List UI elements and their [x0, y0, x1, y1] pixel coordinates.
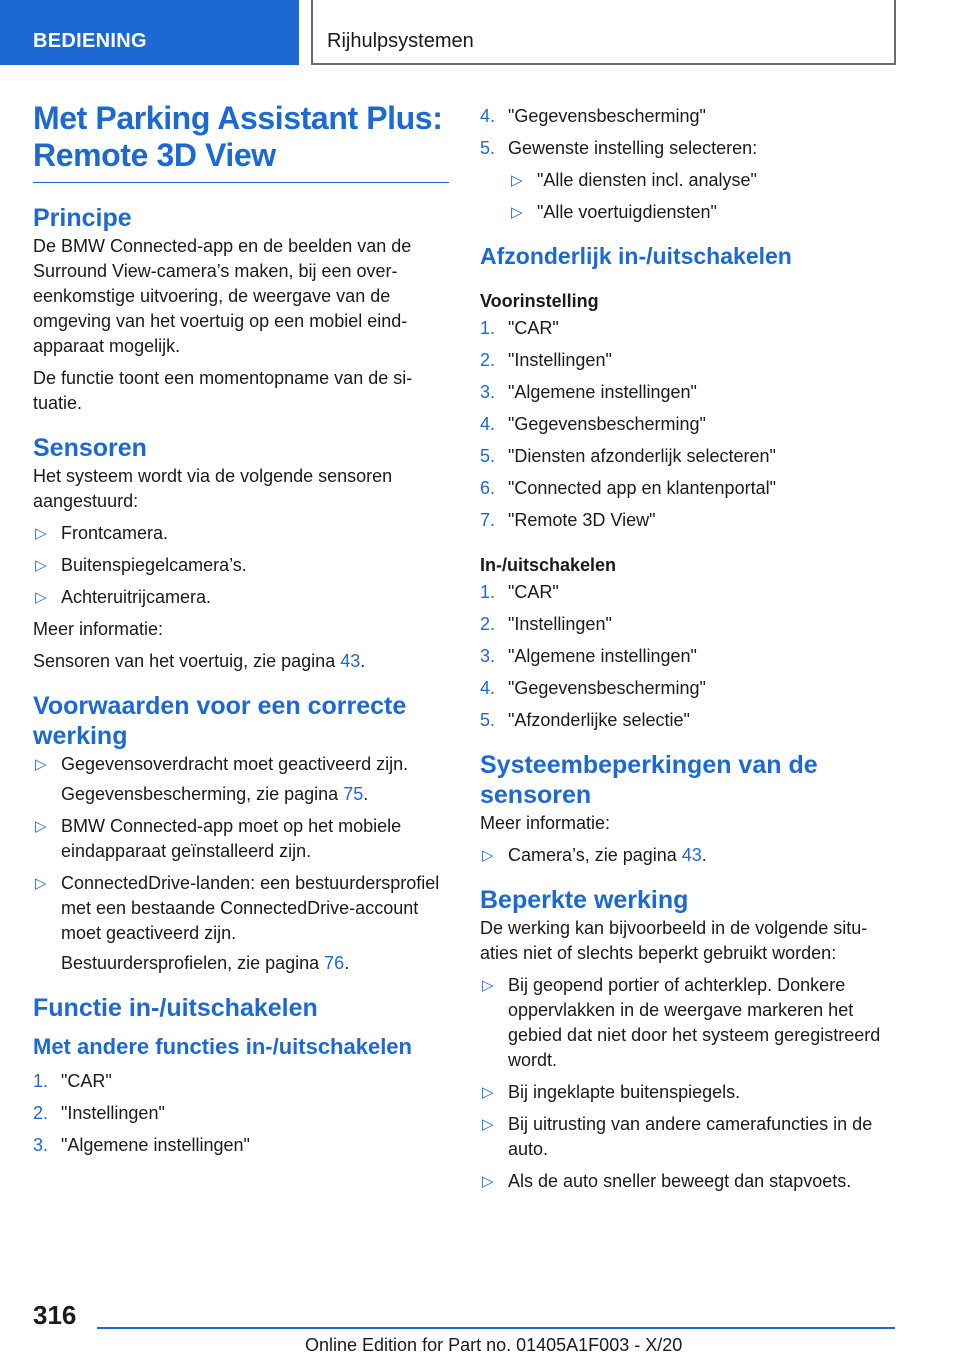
left-column: [33, 100, 449, 1165]
subheading-voorinstelling: Voorinstelling: [480, 291, 599, 311]
requirements-list: [33, 814, 449, 946]
limitation-list: [480, 973, 896, 1194]
steps-list: [33, 1069, 449, 1158]
list-item: ▷ ConnectedDrive-landen: een bestuurdersprofiel met een bestaande ConnectedDrive-account moet geactiveerd zijn.: [35, 873, 440, 943]
list-item: ▷ "Alle voertuigdiensten": [480, 200, 896, 225]
heading-beperkte-werking: Beperkte werking: [480, 886, 689, 914]
page-link[interactable]: 43: [340, 651, 361, 671]
list-item: 3. "Algemene instellingen": [480, 382, 697, 402]
heading-sensoren: Sensoren: [33, 434, 147, 462]
steps-list: [480, 580, 896, 733]
list-item: 1. "CAR": [33, 1071, 112, 1091]
triangle-bullet-icon: ▷: [482, 1116, 494, 1133]
paragraph: Het systeem wordt via de volgende sensoren aangestuurd:: [33, 466, 393, 511]
triangle-bullet-icon: ▷: [35, 756, 47, 773]
requirements-list: [33, 752, 449, 777]
list-item: ▷ Gegevensoverdracht moet geactiveerd zijn.: [33, 752, 449, 777]
cross-reference: Sensoren van het voertuig, zie pagina 43.: [33, 651, 366, 671]
list-item: ▷ Achteruitrijcamera.: [33, 585, 449, 610]
cross-reference: Bestuurdersprofielen, zie pagina 76.: [61, 953, 350, 973]
list-item: ▷ Bij uitrusting van andere camerafuncties in de auto.: [482, 1114, 873, 1159]
footer-divider: [97, 1327, 895, 1329]
triangle-bullet-icon: ▷: [482, 1173, 494, 1190]
triangle-bullet-icon: ▷: [35, 557, 47, 574]
list-item: 6. "Connected app en klantenportal": [480, 478, 776, 498]
paragraph: De BMW Connected-app en de beelden van de Surround View-camera’s maken, bij een overeenkomstige uitvoering, de weergave van de omgeving van het voertuig op een mobiel eindapparaat mogelijk.: [33, 236, 412, 356]
list-item: 4. "Gegevensbescherming": [480, 414, 706, 434]
sensor-list: [33, 521, 449, 610]
footer-edition: Online Edition for Part no. 01405A1F003 - X/20: [305, 1335, 683, 1355]
triangle-bullet-icon: ▷: [35, 589, 47, 606]
reference-list: [480, 843, 896, 868]
list-item: 5. Gewenste instelling selecteren:: [480, 138, 758, 158]
list-item: 2. "Instellingen": [480, 614, 612, 634]
list-item: 1. "CAR": [480, 582, 559, 602]
heading-afzonderlijk: Afzonderlijk in-/uitschakelen: [480, 243, 792, 269]
paragraph: Meer informatie:: [33, 619, 164, 639]
list-item: ▷ Als de auto sneller beweegt dan stapvoets.: [480, 1169, 896, 1194]
heading-principe: Principe: [33, 204, 132, 232]
steps-list: [480, 104, 896, 225]
list-item: 2. "Instellingen": [33, 1103, 165, 1123]
triangle-bullet-icon: ▷: [35, 818, 47, 835]
list-item: 5. "Diensten afzonderlijk selecteren": [480, 446, 776, 466]
list-item: 5. "Afzonderlijke selectie": [480, 710, 690, 730]
heading-functie: Functie in-/uitschakelen: [33, 994, 318, 1022]
list-item: ▷ Bij ingeklapte buitenspiegels.: [480, 1080, 896, 1105]
triangle-bullet-icon: ▷: [35, 875, 47, 892]
header-chapter-label: Rijhulpsystemen: [327, 30, 474, 52]
list-item: 4. "Gegevensbescherming": [480, 106, 706, 126]
page-title: Met Parking Assistant Plus: Remote 3D View: [33, 100, 449, 183]
list-item: ▷ BMW Connected-app moet op het mobiele eindapparaat geïnstalleerd zijn.: [35, 816, 402, 861]
triangle-bullet-icon: ▷: [482, 1084, 494, 1101]
list-item: 3. "Algemene instellingen": [480, 646, 697, 666]
triangle-bullet-icon: ▷: [35, 525, 47, 542]
heading-systeembeperkingen: Systeembeperkingen van de sensoren: [480, 751, 818, 809]
list-item: ▷ Bij geopend portier of achterklep. Donkere oppervlakken in de weergave markeren het gebied dat niet door het systeem geregistreerd wordt.: [482, 975, 881, 1070]
header-chapter-box: [311, 0, 896, 65]
triangle-bullet-icon: ▷: [482, 977, 494, 994]
paragraph: De functie toont een momentopname van de situatie.: [33, 368, 413, 413]
list-item: ▷ "Alle diensten incl. analyse": [480, 168, 896, 193]
steps-list: [480, 316, 896, 533]
list-item: 2. "Instellingen": [480, 350, 612, 370]
list-item: ▷ Frontcamera.: [33, 521, 449, 546]
page-link[interactable]: 75: [343, 784, 364, 804]
paragraph: De werking kan bijvoorbeeld in de volgende situaties niet of slechts beperkt gebruikt worden:: [480, 918, 868, 963]
heading-voorwaarden: Voorwaarden voor een correcte werking: [33, 692, 407, 750]
triangle-bullet-icon: ▷: [482, 847, 494, 864]
paragraph: Meer informatie:: [480, 813, 611, 833]
triangle-bullet-icon: ▷: [511, 172, 523, 189]
list-item: ▷ Buitenspiegelcamera’s.: [33, 553, 449, 578]
page-number: 316: [33, 1300, 77, 1330]
triangle-bullet-icon: ▷: [511, 204, 523, 221]
page-link[interactable]: 76: [324, 953, 345, 973]
subheading-in-uitschakelen: In-/uitschakelen: [480, 555, 617, 575]
header-section-label: BEDIENING: [33, 30, 147, 52]
cross-reference: Gegevensbescherming, zie pagina 75.: [61, 784, 369, 804]
list-item: ▷ Camera’s, zie pagina 43.: [480, 843, 896, 868]
page-link[interactable]: 43: [681, 845, 702, 865]
list-item: 4. "Gegevensbescherming": [480, 678, 706, 698]
list-item: 1. "CAR": [480, 318, 559, 338]
list-item: 3. "Algemene instellingen": [33, 1135, 250, 1155]
list-item: 7. "Remote 3D View": [480, 510, 656, 530]
header-section-tab: [0, 0, 299, 65]
subheading-andere-functies: Met andere functies in-/uitschakelen: [33, 1034, 412, 1059]
right-column: [480, 104, 896, 1201]
